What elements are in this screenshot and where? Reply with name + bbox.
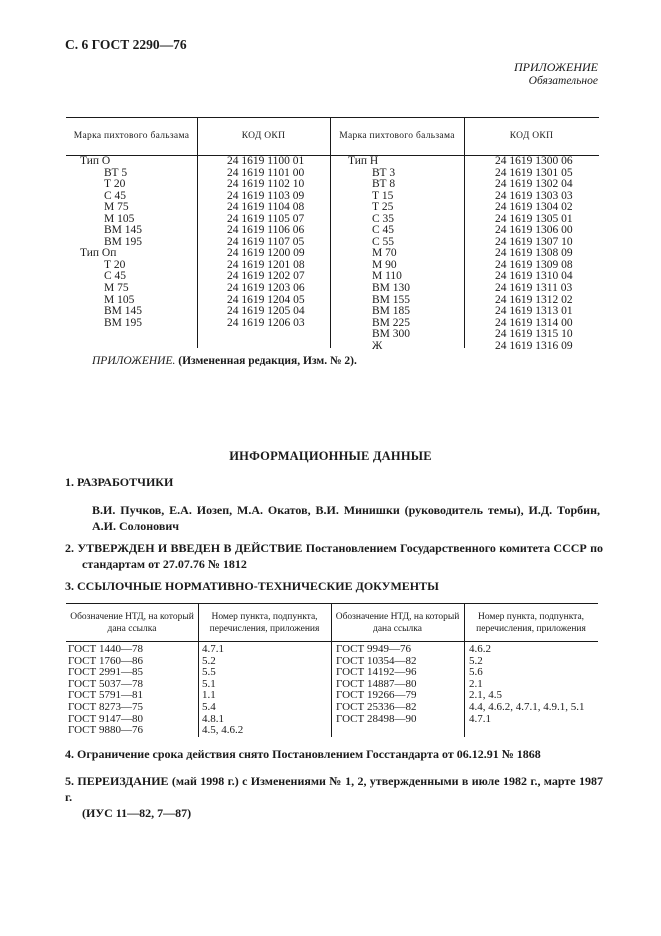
table-cell-mark: М 110 (372, 270, 402, 283)
table-cell-mark: Т 20 (104, 258, 126, 271)
table-cell-code: 24 1619 1316 09 (495, 339, 573, 352)
table-cell-code: 24 1619 1303 03 (495, 189, 573, 202)
table-cell-code: 24 1619 1309 08 (495, 258, 573, 271)
header-doc-left: Обозначение НТД, на который дана ссылка (70, 611, 194, 634)
table-cell-mark: ВМ 145 (104, 305, 143, 318)
table-cell-code: 24 1619 1301 05 (495, 166, 573, 179)
table-cell-doc: ГОСТ 1440—78 (68, 643, 143, 655)
right-codes-column (495, 156, 573, 352)
section-4: 4. Ограничение срока действия снято Постановлением Госстандарта от 06.12.91 № 1868 (65, 747, 541, 761)
table-cell-mark: М 90 (372, 258, 397, 271)
table-cell-mark: ВМ 185 (372, 305, 411, 318)
table-cell-mark: ВТ 3 (372, 166, 396, 179)
table-cell-mark: ВМ 130 (372, 282, 411, 295)
header-mark-left: Марка пихтового бальзама (73, 131, 190, 141)
table-cell-mark: Тип Оп (80, 247, 117, 260)
table-cell-doc: ГОСТ 1760—86 (68, 654, 143, 667)
table-cell-mark: С 55 (372, 235, 395, 248)
authors-line-1: В.И. Пучков, Е.А. Иозеп, М.А. Окатов, В.И. Минишки (руководитель темы), И.Д. Торбин, (92, 503, 600, 517)
table-cell-code: 24 1619 1107 05 (227, 235, 305, 248)
okp-codes-table (66, 117, 599, 352)
table-cell-doc: ГОСТ 10354—82 (336, 654, 417, 667)
table-cell-mark: М 70 (372, 247, 397, 260)
table-cell-mark: М 105 (104, 293, 135, 306)
right-items-column (469, 644, 585, 725)
section-3-heading: 3. ССЫЛОЧНЫЕ НОРМАТИВНО-ТЕХНИЧЕСКИЕ ДОКУМЕНТЫ (65, 579, 439, 593)
table-cell-mark: М 75 (104, 282, 129, 295)
table-cell-code: 24 1619 1106 06 (227, 224, 305, 237)
table-cell-doc: ГОСТ 5037—78 (68, 677, 143, 690)
section-1-authors (92, 502, 600, 534)
appendix-note (92, 355, 357, 367)
section-2 (65, 540, 603, 572)
table-cell-code: 24 1619 1202 07 (227, 270, 305, 283)
table-cell-doc: ГОСТ 19266—79 (336, 689, 417, 702)
table-cell-item: 2.1 (469, 677, 483, 690)
header-item-left: Номер пункта, подпункта, перечисления, приложения (209, 611, 320, 634)
table-cell-mark: С 45 (104, 189, 127, 202)
section-5 (65, 773, 603, 821)
table-cell-item: 5.5 (202, 666, 216, 679)
header-code-left: КОД ОКП (241, 131, 286, 141)
table-cell-doc: ГОСТ 5791—81 (68, 689, 143, 702)
table-cell-code: 24 1619 1310 04 (495, 270, 573, 283)
table-cell-code: 24 1619 1203 06 (227, 282, 305, 295)
table-cell-item: 5.4 (202, 700, 216, 713)
table-cell-mark: М 105 (104, 212, 135, 225)
table-cell-code: 24 1619 1311 03 (495, 282, 573, 295)
table-cell-mark: Тип О (80, 155, 111, 167)
header-item-right: Номер пункта, подпункта, перечисления, приложения (476, 611, 586, 634)
table-cell-mark: С 35 (372, 212, 395, 225)
table-cell-code: 24 1619 1204 05 (227, 293, 305, 306)
table-cell-code: 24 1619 1306 00 (495, 224, 573, 237)
table-cell-code: 24 1619 1100 01 (227, 155, 305, 167)
appendix-subtitle: Обязательное (528, 75, 598, 87)
table-cell-mark: С 45 (104, 270, 127, 283)
table-cell-code: 24 1619 1308 09 (495, 247, 573, 260)
left-items-column (202, 644, 243, 737)
table-cell-doc: ГОСТ 14887—80 (336, 677, 417, 690)
table-cell-mark: ВМ 145 (104, 224, 143, 237)
table-cell-mark: Ж (372, 339, 383, 352)
left-codes-column (227, 156, 305, 329)
table-cell-code: 24 1619 1206 03 (227, 316, 305, 329)
section-5-line-1: 5. ПЕРЕИЗДАНИЕ (май 1998 г.) с Изменениями № 1, 2, утвержденными в июле 1982 г., марте 1987 г. (65, 774, 603, 804)
header-doc-right: Обозначение НТД, на который дана ссылка (335, 611, 460, 634)
table-cell-item: 5.6 (469, 666, 483, 679)
table-cell-item: 5.2 (469, 654, 483, 667)
table-cell-mark: Т 25 (372, 201, 394, 214)
table-cell-item: 4.8.1 (202, 712, 224, 725)
table-cell-code: 24 1619 1103 09 (227, 189, 305, 202)
table-cell-doc: ГОСТ 14192—96 (336, 666, 417, 679)
table-cell-mark: Т 20 (104, 178, 126, 191)
table-cell-item: 4.5, 4.6.2 (202, 724, 244, 737)
table-cell-doc: ГОСТ 2991—85 (68, 666, 143, 679)
table-cell-item: 4.7.1 (202, 643, 224, 655)
header-code-right: КОД ОКП (509, 131, 554, 141)
table-cell-code: 24 1619 1105 07 (227, 212, 305, 225)
table-cell-item: 4.4, 4.6.2, 4.7.1, 4.9.1, 5.1 (469, 700, 585, 713)
table-cell-item: 5.2 (202, 654, 216, 667)
table-cell-code: 24 1619 1302 04 (495, 178, 573, 191)
table-cell-code: 24 1619 1315 10 (495, 328, 573, 341)
table-cell-mark: С 45 (372, 224, 395, 237)
note-text: (Измененная редакция, Изм. № 2). (178, 355, 357, 367)
table-cell-mark: ВМ 225 (372, 316, 411, 329)
header-mark-right: Марка пихтового бальзама (339, 131, 455, 141)
right-marks-column (348, 156, 410, 352)
table-cell-item: 2.1, 4.5 (469, 689, 502, 702)
table-cell-mark: Тип Н (348, 155, 379, 167)
table-cell-mark: ВТ 8 (372, 178, 396, 191)
table-cell-mark: ВМ 300 (372, 328, 411, 341)
table-cell-code: 24 1619 1312 02 (495, 293, 573, 306)
table-cell-code: 24 1619 1305 01 (495, 212, 573, 225)
appendix-label (508, 60, 598, 88)
table-cell-doc: ГОСТ 8273—75 (68, 700, 143, 713)
table-cell-mark: ВМ 195 (104, 235, 143, 248)
table-cell-code: 24 1619 1205 04 (227, 305, 305, 318)
table-cell-mark: ВТ 5 (104, 166, 128, 179)
table-cell-doc: ГОСТ 25336—82 (336, 700, 417, 713)
table-cell-code: 24 1619 1307 10 (495, 235, 573, 248)
section-5-line-2: (ИУС 11—82, 7—87) (82, 806, 192, 820)
left-docs-column (68, 644, 143, 737)
appendix-title: ПРИЛОЖЕНИЕ (514, 60, 598, 74)
table-cell-item: 5.1 (202, 677, 216, 690)
table-cell-doc: ГОСТ 9949—76 (336, 643, 411, 655)
authors-line-2: А.И. Солонович (92, 519, 180, 533)
note-label: ПРИЛОЖЕНИЕ. (92, 355, 176, 367)
table-cell-code: 24 1619 1304 02 (495, 201, 573, 214)
references-table (66, 603, 598, 737)
table-header-divider (66, 641, 598, 642)
page-header: С. 6 ГОСТ 2290—76 (65, 37, 187, 52)
table-cell-item: 4.6.2 (469, 643, 491, 655)
table-cell-doc: ГОСТ 9880—76 (68, 724, 143, 737)
table-cell-item: 4.7.1 (469, 712, 491, 725)
left-marks-column (80, 156, 142, 329)
table-cell-code: 24 1619 1300 06 (495, 155, 573, 167)
table-cell-item: 1.1 (202, 689, 216, 702)
section-1-heading: 1. РАЗРАБОТЧИКИ (65, 475, 174, 489)
table-cell-doc: ГОСТ 28498—90 (336, 712, 417, 725)
table-cell-doc: ГОСТ 9147—80 (68, 712, 143, 725)
right-docs-column (336, 644, 416, 725)
section-2-line-1: 2. УТВЕРЖДЕН И ВВЕДЕН В ДЕЙСТВИЕ Постановлением Государственного комитета СССР по (65, 541, 603, 555)
info-title: ИНФОРМАЦИОННЫЕ ДАННЫЕ (229, 449, 432, 463)
table-cell-code: 24 1619 1200 09 (227, 247, 305, 260)
table-cell-code: 24 1619 1101 00 (227, 166, 305, 179)
table-cell-mark: ВМ 155 (372, 293, 411, 306)
table-cell-mark: Т 15 (372, 189, 394, 202)
table-cell-code: 24 1619 1102 10 (227, 178, 305, 191)
table-cell-code: 24 1619 1104 08 (227, 201, 305, 214)
table-cell-code: 24 1619 1201 08 (227, 258, 305, 271)
table-cell-mark: ВМ 195 (104, 316, 143, 329)
section-2-line-2: стандартам от 27.07.76 № 1812 (82, 557, 247, 571)
table-cell-code: 24 1619 1314 00 (495, 316, 573, 329)
table-cell-mark: М 75 (104, 201, 129, 214)
table-cell-code: 24 1619 1313 01 (495, 305, 573, 318)
